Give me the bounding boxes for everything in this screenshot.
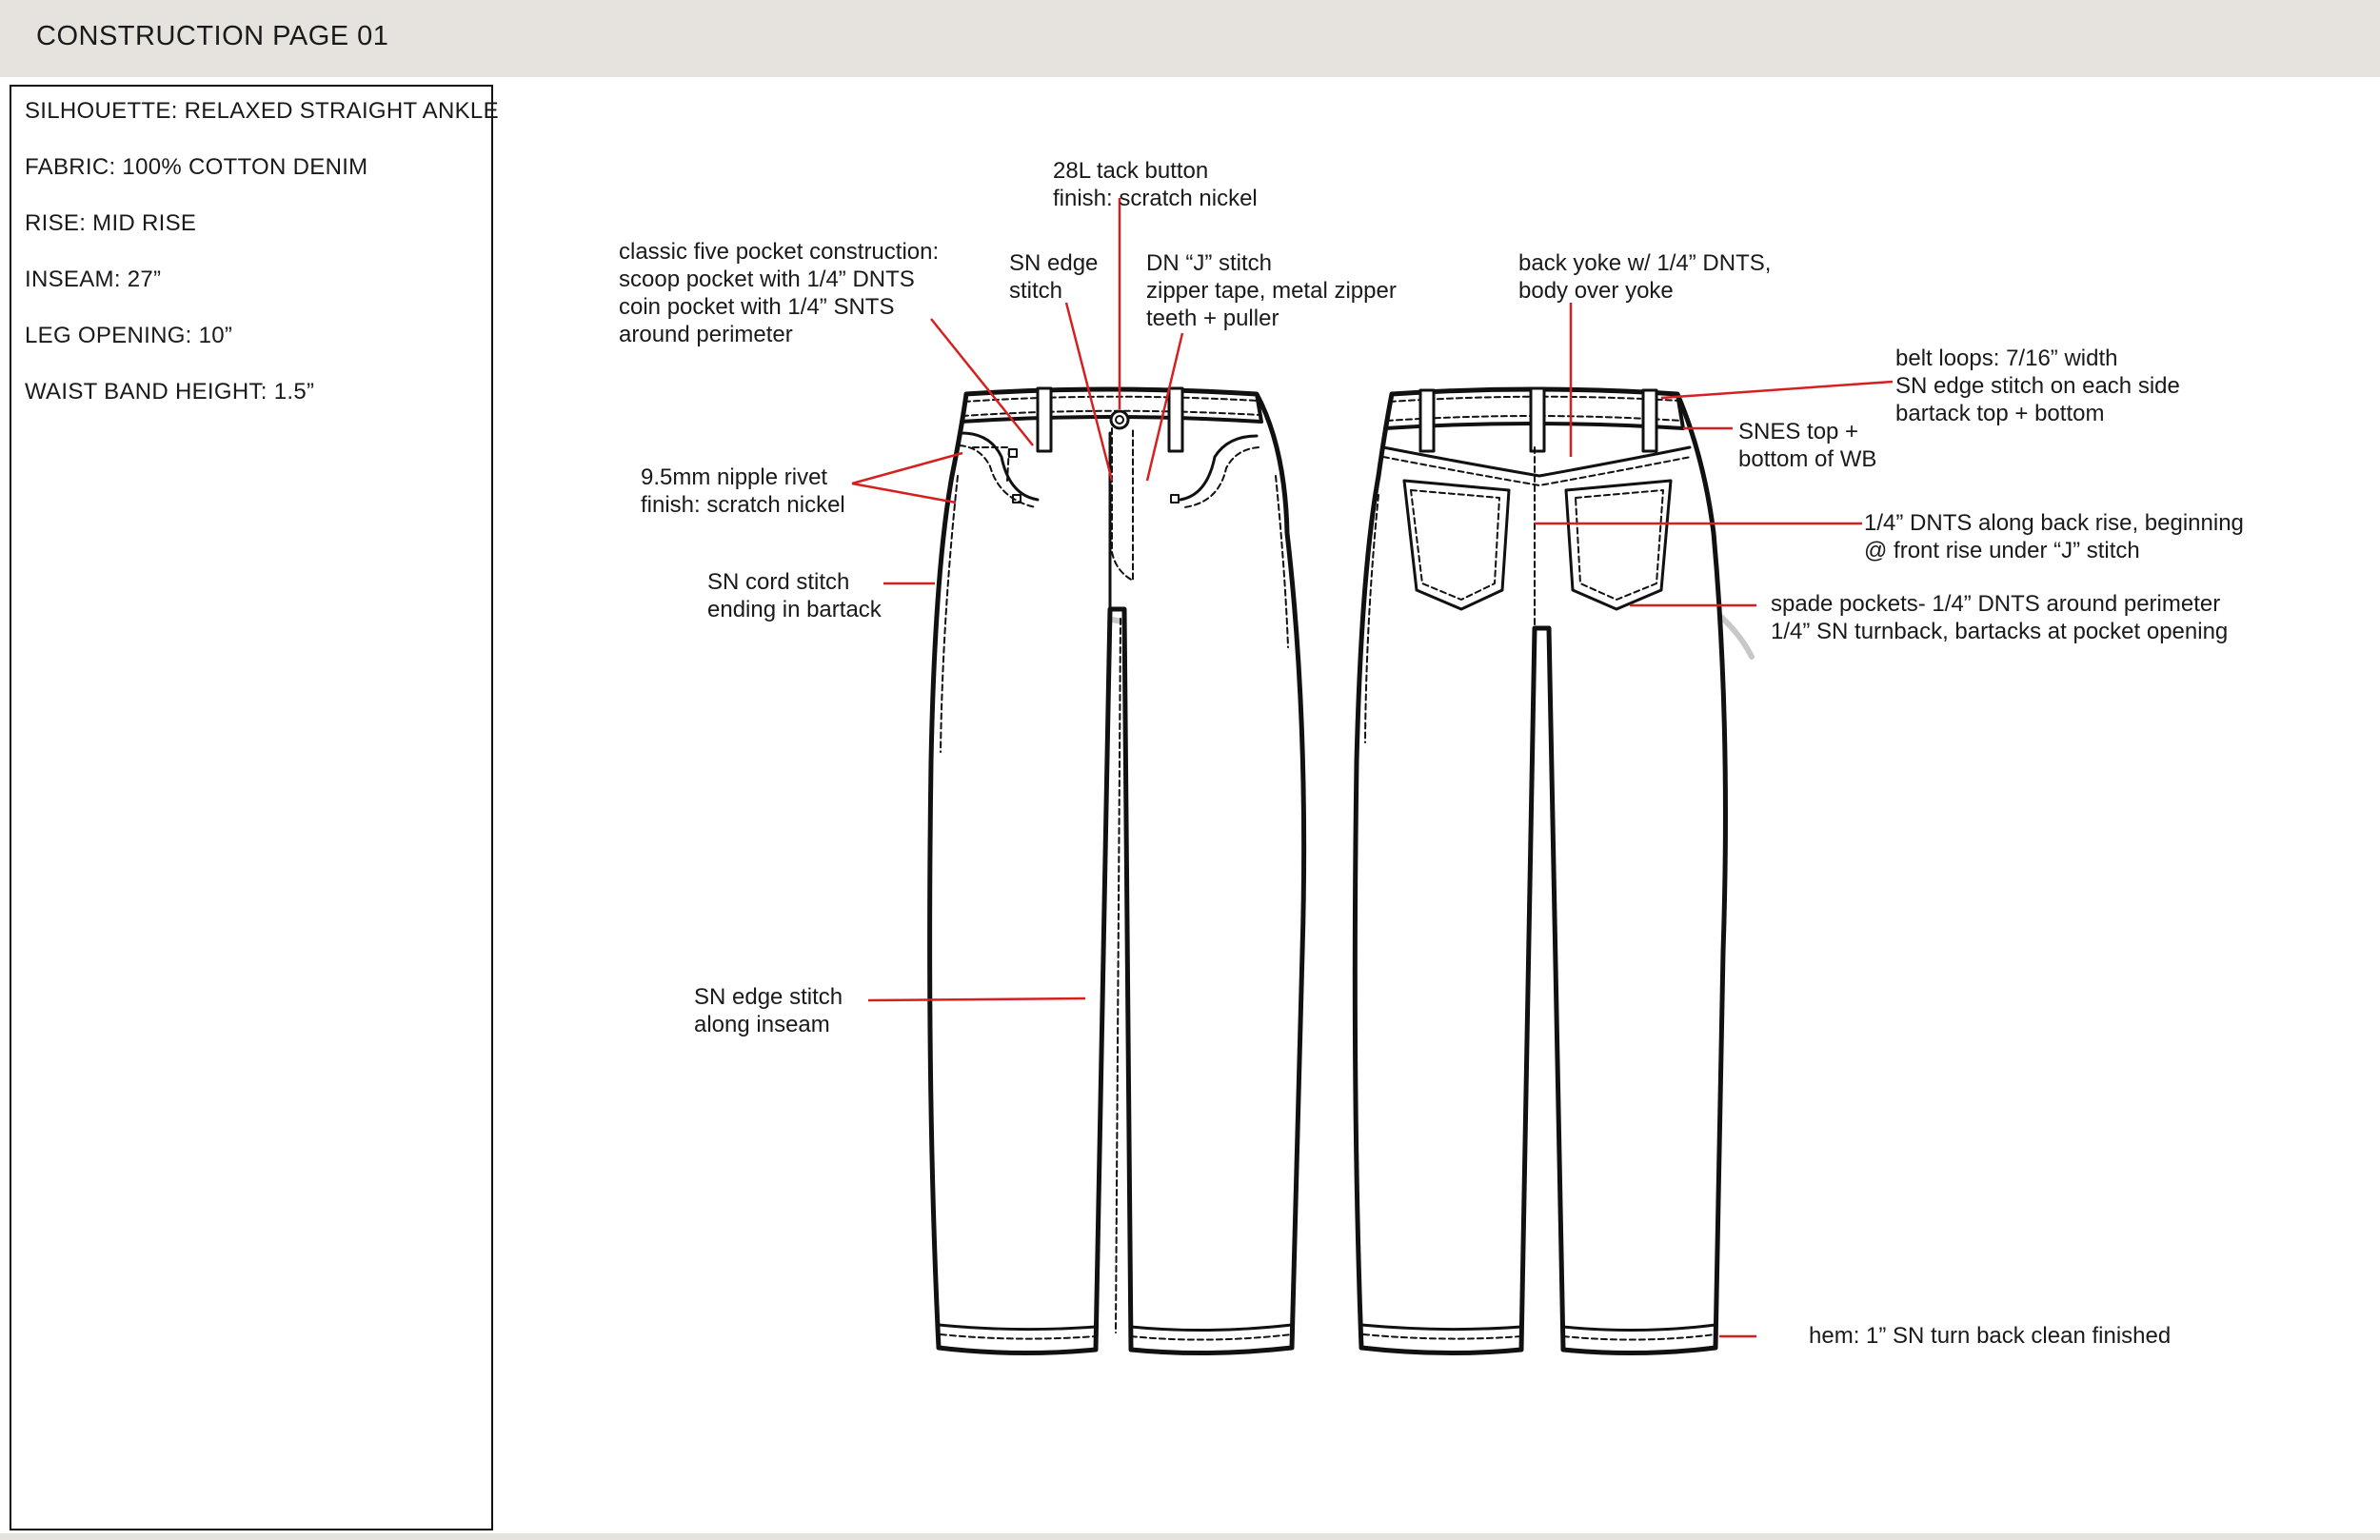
callout-j-stitch: DN “J” stitch zipper tape, metal zipper teeth + puller [1146,250,1397,331]
front-jeans-sketch [930,388,1304,1353]
spec-inseam: INSEAM: 27” [25,267,162,292]
back-jeans-sketch [1355,388,1752,1353]
spec-rise: RISE: MID RISE [25,210,197,236]
callout-sn-edge-stitch: SN edge stitch [1009,250,1099,304]
leader-rivet-2 [852,484,956,503]
spec-waistband-height: WAIST BAND HEIGHT: 1.5” [25,379,315,405]
spec-silhouette: SILHOUETTE: RELAXED STRAIGHT ANKLE [25,98,499,124]
callout-tack-button: 28L tack button finish: scratch nickel [1053,158,1258,211]
callout-snes-wb: SNES top + bottom of WB [1738,419,1877,472]
callout-back-rise: 1/4” DNTS along back rise, beginning @ front rise under “J” stitch [1864,510,2244,563]
leader-belt-loops [1661,382,1893,398]
callout-belt-loops: belt loops: 7/16” width SN edge stitch on each side bartack top + bottom [1895,346,2180,426]
callout-back-yoke: back yoke w/ 1/4” DNTS, body over yoke [1518,250,1772,304]
spec-fabric: FABRIC: 100% COTTON DENIM [25,154,368,180]
callout-spade-pockets: spade pockets- 1/4” DNTS around perimeter 1/4” SN turnback, bartacks at pocket opening [1771,591,2229,644]
callout-inseam: SN edge stitch along inseam [694,984,843,1037]
callout-cord-stitch: SN cord stitch ending in bartack [707,569,882,622]
spec-leg-opening: LEG OPENING: 10” [25,323,233,348]
callout-rivet: 9.5mm nipple rivet finish: scratch nickel [641,464,845,518]
leader-rivet-1 [852,453,962,484]
callout-five-pocket: classic five pocket construction: scoop pocket with 1/4” DNTS coin pocket with 1/4” SNTS around perimeter [619,239,940,347]
callout-hem: hem: 1” SN turn back clean finished [1809,1323,2172,1349]
page-title: CONSTRUCTION PAGE 01 [36,21,389,51]
